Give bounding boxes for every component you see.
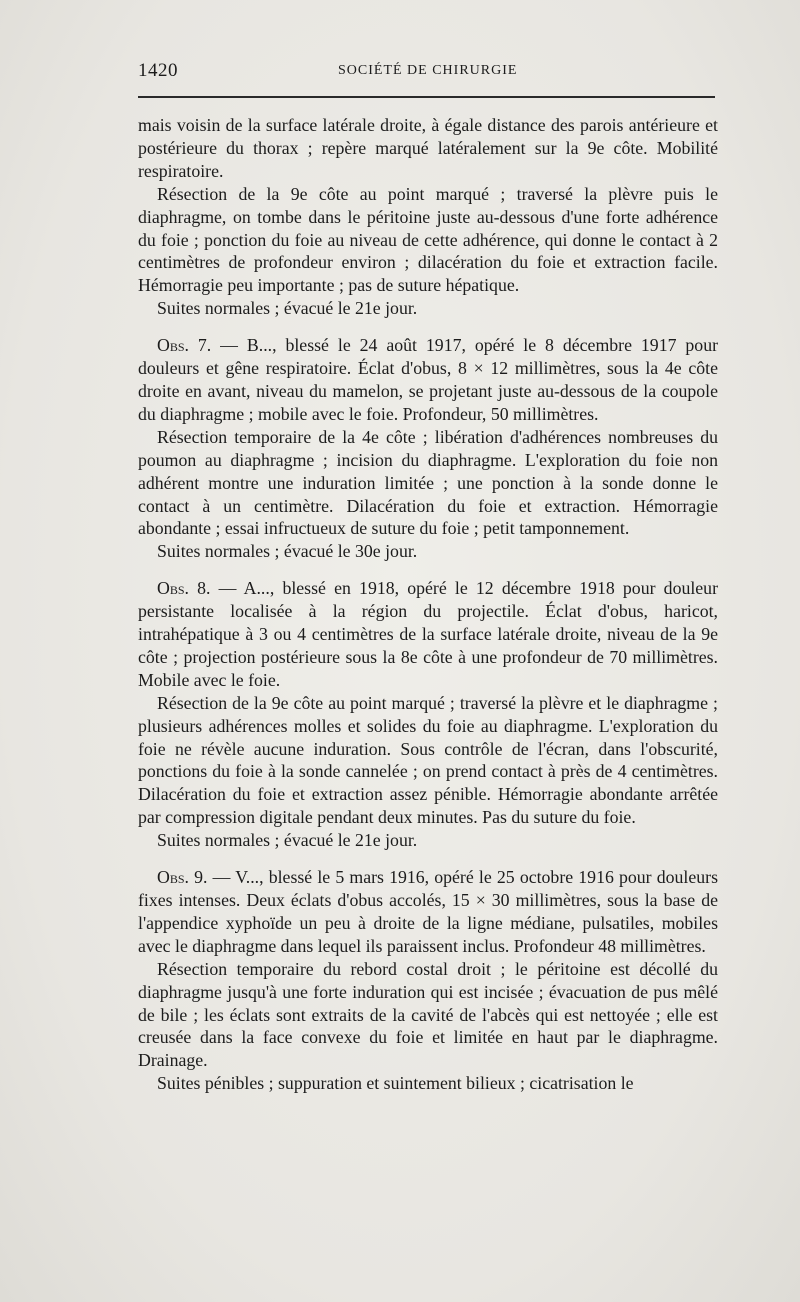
paragraph: Résection temporaire de la 4e côte ; libération d'adhérences nombreuses du poumon au diaphragme ; incision du diaphragme. L'exploration du foie non adhérent montre une induration limitée ; une ponction à la sonde donne le contact à un centimètre. Dilacération du foie et extraction. Hémorragie abondante ; essai infructueux de suture du foie ; petit tamponnement. [138, 426, 718, 539]
paragraph-continuation: mais voisin de la surface latérale droite, à égale distance des parois antérieure et postérieure du thorax ; repère marqué latéralement sur la 9e côte. Mobilité respiratoire. [138, 115, 718, 181]
observation-7 [138, 334, 718, 426]
paragraph-suites: Suites normales ; évacué le 30e jour. [157, 541, 418, 562]
page-header [138, 60, 714, 84]
observation-label: Obs. 9. [157, 867, 208, 888]
paragraph: Résection de la 9e côte au point marqué ; traversé la plèvre puis le diaphragme, on tombe dans le péritoine juste au-dessous d'une forte adhérence du foie ; ponction du foie au niveau de cette adhérence, qui donne le contact à 2 centimètres de profondeur environ ; dilacération du foie et extraction facile. Hémorragie peu importante ; pas de suture hépatique. [138, 183, 718, 296]
paragraph-suites: Suites normales ; évacué le 21e jour. [157, 830, 418, 851]
observation-8 [138, 577, 718, 692]
observation-label: Obs. 7. [157, 335, 212, 356]
running-title: SOCIÉTÉ DE CHIRURGIE [338, 63, 518, 78]
paragraph-suites: Suites pénibles ; suppuration et suintement bilieux ; cicatrisation le [157, 1073, 634, 1094]
observation-label: Obs. 8. [157, 578, 211, 599]
observation-9 [138, 866, 718, 958]
observation-text: — V..., blessé le 5 mars 1916, opéré le 25 octobre 1916 pour douleurs fixes intenses. Deux éclats d'obus accolés, 15 × 30 millimètres, sous la base de l'appendice xyphoïde un peu à droite de la ligne médiane, pulsatiles, mobiles avec le diaphragme dans lequel ils paraissent inclus. Profondeur 48 millimètres. [138, 867, 718, 956]
paragraph: Résection de la 9e côte au point marqué ; traversé la plèvre et le diaphragme ; plusieurs adhérences molles et solides du foie au diaphragme. L'exploration du foie ne révèle aucune induration. Sous contrôle de l'écran, dans l'obscurité, ponctions du foie à la sonde cannelée ; on prend contact à près de 4 centimètres. Dilacération du foie et extraction assez pénible. Hémorragie abondante arrêtée par compression digitale pendant deux minutes. Pas du suture du foie. [138, 692, 718, 828]
page-number: 1420 [138, 60, 178, 81]
observation-text: — B..., blessé le 24 août 1917, opéré le 8 décembre 1917 pour douleurs et gêne respiratoire. Éclat d'obus, 8 × 12 millimètres, sous la 4e côte droite en avant, niveau du mamelon, se projetant juste au-dessous de la coupole du diaphragme ; mobile avec le foie. Profondeur, 50 millimètres. [138, 335, 719, 424]
observation-text: — A..., blessé en 1918, opéré le 12 décembre 1918 pour douleur persistante localisée à la région du projectile. Éclat d'obus, haricot, intrahépatique à 3 ou 4 centimètres de la surface latérale droite, niveau de la 9e côte ; projection postérieure sous la 8e côte à une profondeur de 70 millimètres. Mobile avec le foie. [138, 578, 718, 690]
paragraph: Résection temporaire du rebord costal droit ; le péritoine est décollé du diaphragme jusqu'à une forte induration qui est incisée ; évacuation de pus mêlé de bile ; les éclats sont extraits de la cavité de l'abcès qui est nettoyée ; elle est creusée dans la face convexe du foie et limitée en haut par le diaphragme. Drainage. [138, 958, 718, 1071]
text-body [138, 114, 718, 1095]
header-rule [138, 96, 715, 98]
paragraph-suites: Suites normales ; évacué le 21e jour. [157, 298, 418, 319]
